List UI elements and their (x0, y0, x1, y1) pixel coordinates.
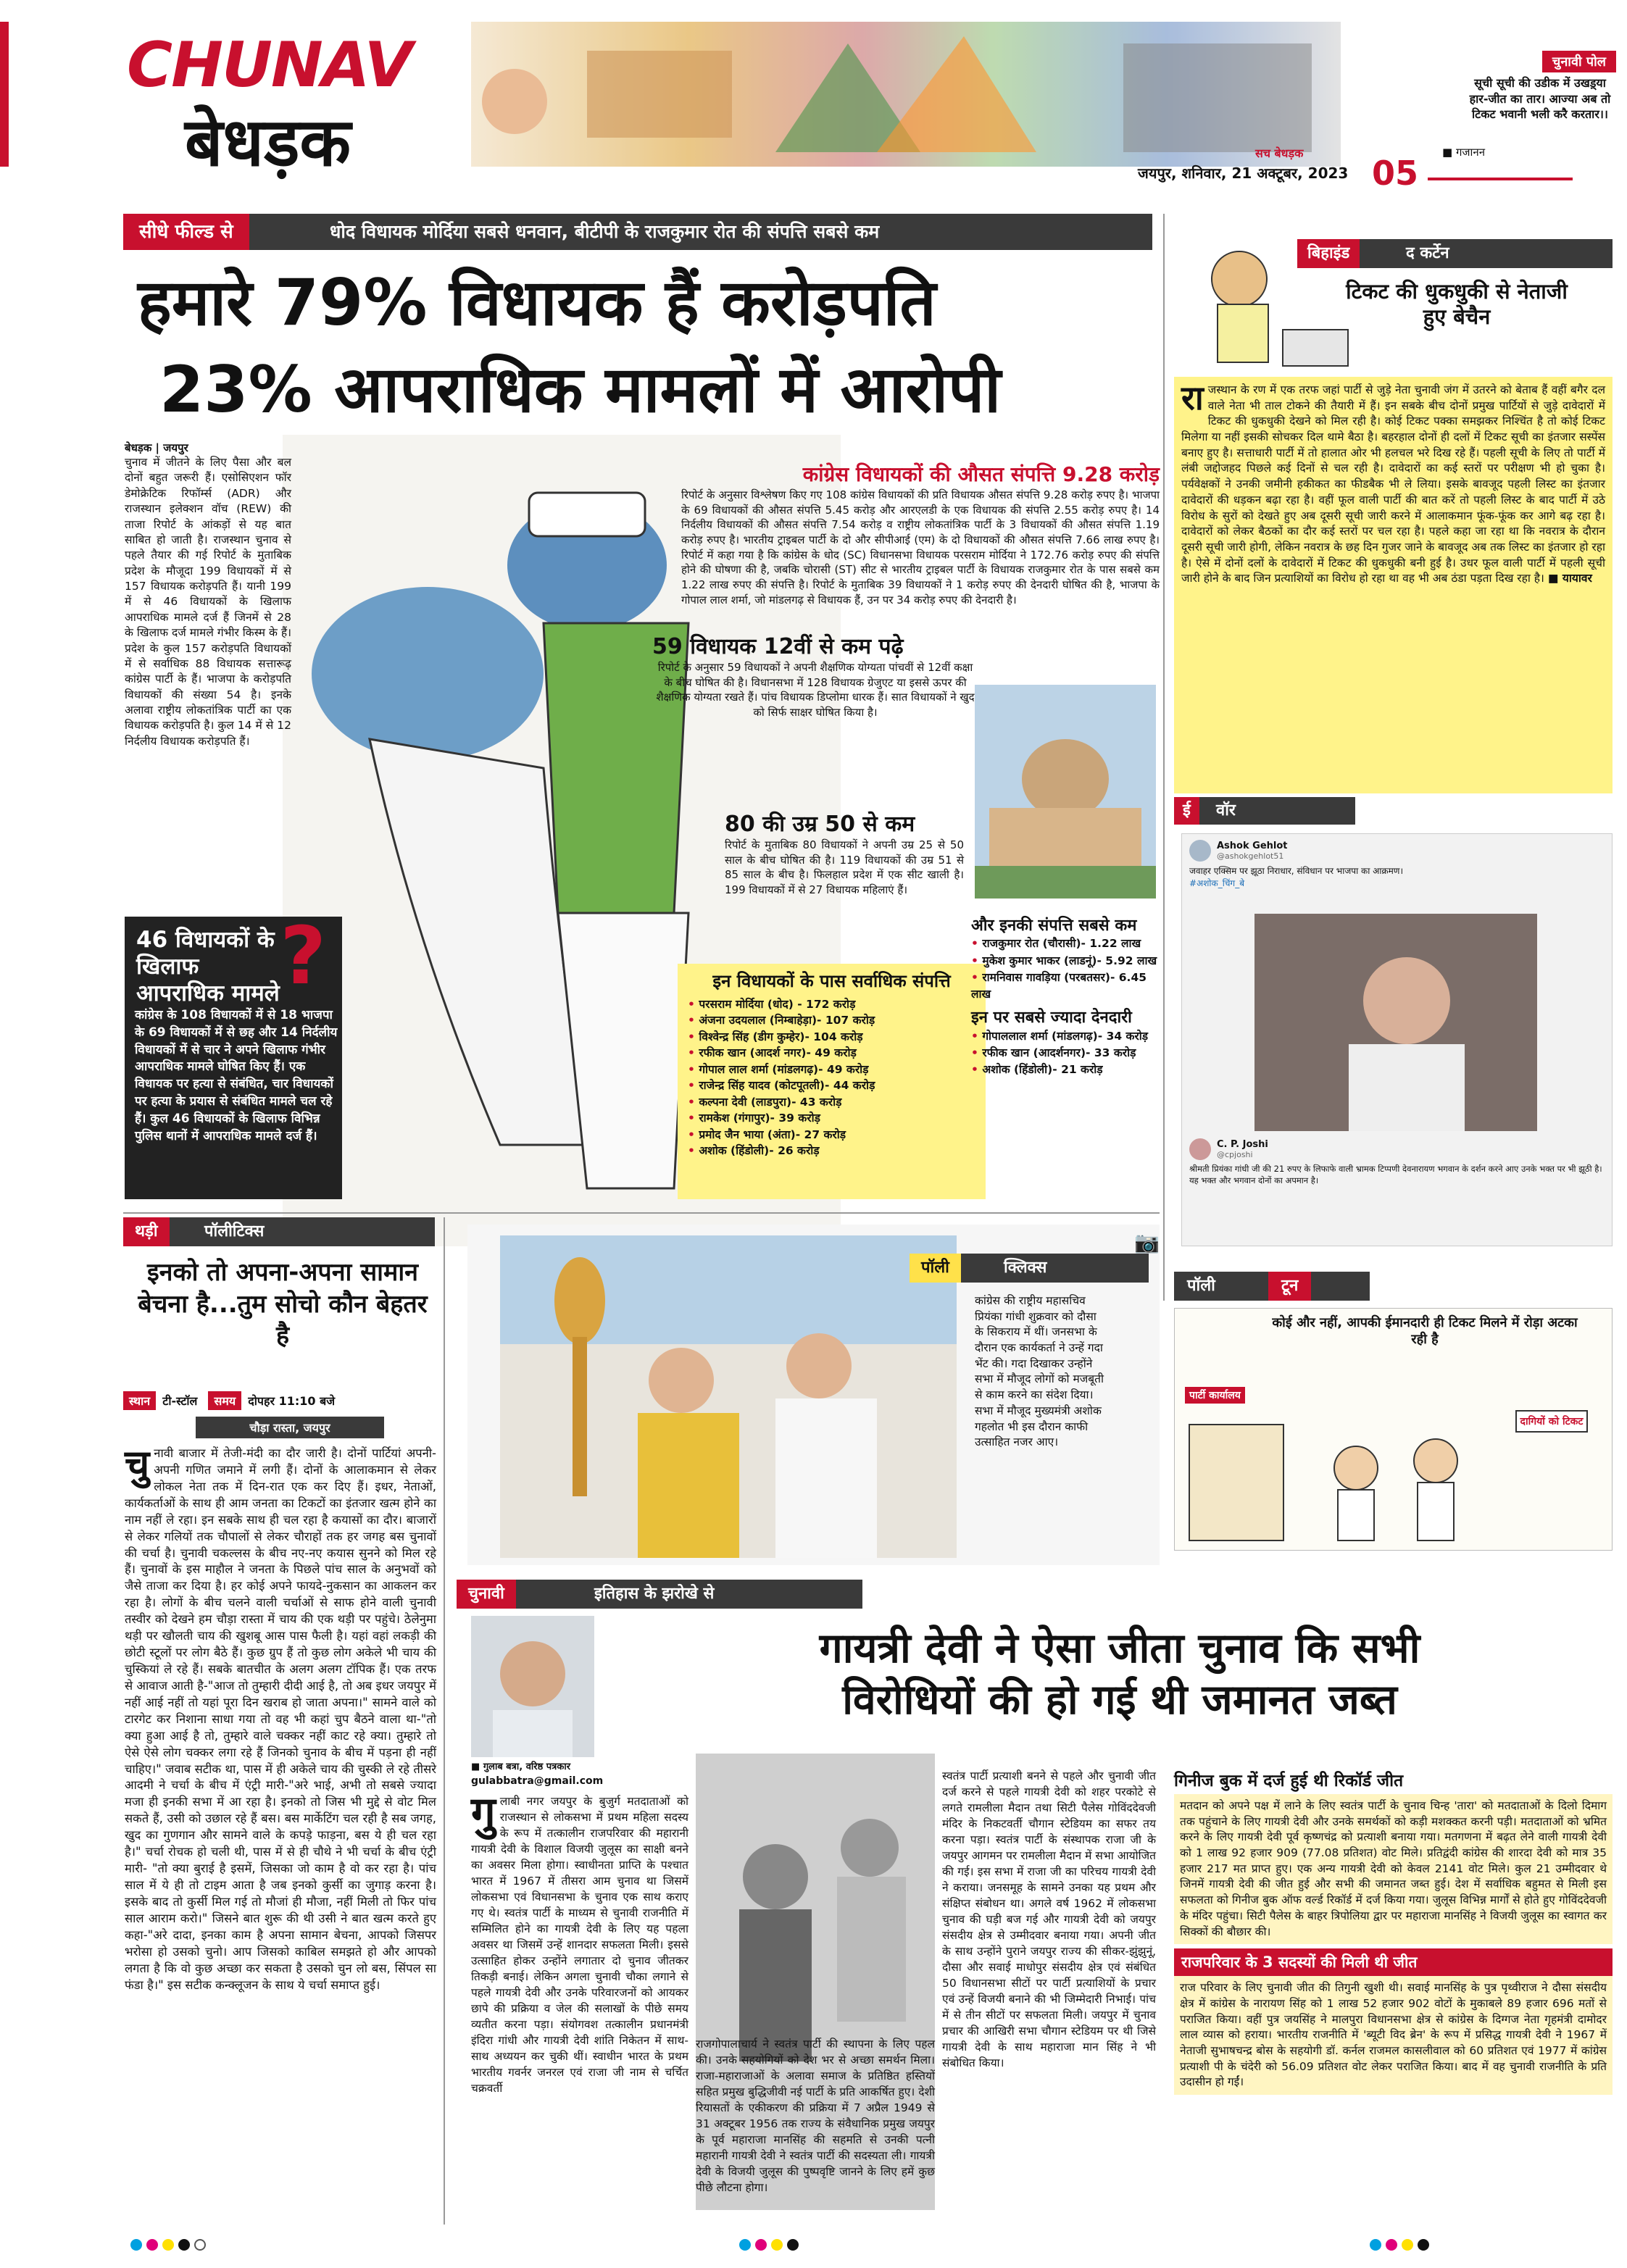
assembly-photo (975, 685, 1156, 899)
yellow-dot-icon (1402, 2239, 1413, 2251)
list-item: • राजेन्द्र सिंह यादव (कोटपूतली)- 44 करोड़ (688, 1077, 975, 1093)
speaker-photo (1254, 914, 1537, 1131)
history-col1: लाबी नगर जयपुर के बुजुर्ग मतदाताओं को राजस्थान से लोकसभा में प्रथम महिला सदस्य के रूप में तत्कालीन राजपरिवार की महारानी गायत्री देवी के विशाल विजयी जुलूस का साक्षी बनने का अवसर मिला होगा। स्वाधीनता प्राप्ति के पश्चात भारत में 1967 में तीसरा आम चुनाव था जिसमें लोकसभा एवं विधानसभा के चुनाव एक साथ कराए गए थे। स्वतंत्र पार्टी के माध्यम से चुनावी राजनीति में सम्मिलित होने का गायत्री देवी के लिए यह पहला अवसर था जिसमें उन्हें शानदार सफलता मिली। इससे उत्साहित होकर उन्होंने लगातार दो चुनाव जीतकर तिकड़ी बनाई। लेकिन अगला चुनावी चौका लगाने से पहले गायत्री देवी और उनके परिवारजनों को आयकर छापे की प्रक्रिया व जेल की सलाखों के पीछे समय व्यतीत करना पड़ा। संयोगवश तत्कालीन प्रधानमंत्री इंदिरा गांधी और गायत्री देवी शांति निकेतन में साथ-साथ अध्ययन कर चुकी थीं। स्वाधीन भारत के प्रथम भारतीय गवर्नर जनरल एवं राजा जी नाम से चर्चित चक्रवर्ती (471, 1795, 688, 2095)
ewar-tweets (1181, 833, 1613, 1246)
age-block (725, 808, 964, 898)
list-item: • कल्पना देवी (लाडपुरा)- 43 करोड़ (688, 1094, 975, 1110)
thadi-body: नावी बाजार में तेजी-मंदी का दौर जारी है। दोनों पार्टियां अपनी-अपनी गणित जमाने में लगी हैं। दोनों के आलाकमान से लेकर लोकल नेता तक में दिन-रात एक कर दिए हैं। इधर, नेताओं, कार्यकर्ताओं के साथ ही आम जनता का टिकटों का इंतजार खत्म होने का नाम नहीं ले रहा। इन सबके साथ ही चल रहा है कयासों का दौर। बाजारों से लेकर गलियों तक चौपालों से लेकर चौराहों तक हर जगह बस चुनावों की चर्चा है। चुनावी चकल्लस के बीच नए-नए कयास सुनने को मिल रहे हैं। चुनावों के इस माहौल ने जनता के पिछले पांच साल के अनुभवों को जैसे ताजा कर दिया है। हर कोई अपने फायदे-नुकसान का आकलन कर रहा है। लोगों के बीच चलने वाली चर्चाओं से साफ होने वाली चुनावी तस्वीर को देखने हम चौड़ा रास्ता में चाय की एक थड़ी पर पहुंचे। ठेलेनुमा थड़ी पर खौलती चाय की खुशबू आस पास फैली है। यहां वहां लकड़ी की छोटी स्टूलों पर लोग बैठे हैं। कुछ ग्रुप हैं तो कुछ लोग अकेले भी चाय की चुस्कियां ले रहे हैं। सबके बातचीत के अलग अलग टॉपिक हैं। एक तरफ से आवाज आती है-"आज तो तुम्हारी दीदी आई है, तो अब इधर जयपुर में नहीं आई नहीं तो यहां पूरा दिन खराब हो जाता अपना।" सामने वाले को टारगेट कर निशाना साधा गया तो वह भी कहां चुप बैठने वाला था-"तो क्या हुआ आई है तो, तुम्हारे वाले चक्कर नहीं काट रहे क्या। तुम्हारे तो ऐसे ऐसे लोग चक्कर लगा रहे हैं जिनको चुनाव के बीच में पड़ना ही नहीं चाहिए।" जवाब सटीक था, पास में ही अकेले चाय की चुस्की ले रहे तीसरे आदमी ने चर्चा के बीच में एंट्री मारी-"अरे भाई, अभी तो सबसे ज्यादा मजा ही इनकी सभा में आ रहा है। इनको तो जिस भी मुद्दे से वोट मिल सकते हैं, उसी को उछाल रहे हैं बस। बस मार्केटिंग चल रही है सब जगह, खुद का गुणगान और सामने वाले के कपड़े फाड़ना, बस ये ही चल रहा है।" चर्चा रोचक हो चली थी, पास में से ही चौथे ने भी चर्चा के बीच एंट्री मारी- "तो क्या बुराई है इसमें, जिसका जो काम है वो कर रहा है। पांच साल में ये ही तो टाइम आता है जब इनको कुर्सी का जुगाड़ करना है। इसके बाद तो कुर्सी मिल गई तो मौजां ही मौजा, नहीं मिली तो फिर पांच साल आराम करो।" जिसने बात शुरू की थी उसी ने बात खत्म करते हुए कहा-"अरे दादा, इनका काम है अपना सामान बेचना, आपको जिसपर भरोसा हो उसको चुनो। आप जिसको काबिल समझते हो और आपको लगता है कि वो कुछ अच्छा कर सकता है उसको चुन लो बस, सिंपल सा फंडा है।" इस सटीक कन्क्लूजन के साथ ये चर्चा समाप्त हुई। (125, 1446, 436, 1992)
lead-body: चुनाव में जीतने के लिए पैसा और बल दोनों बहुत जरूरी हैं। एसोसिएशन फॉर डेमोक्रेटिक रिफॉर्म्स (ADR) और राजस्थान इलेक्शन वॉच (REW) की ताजा रिपोर्ट के आंकड़ों से यह बात साबित हो जाती है। राजस्थान चुनाव से पहले तैयार की गई रिपोर्ट के मुताबिक प्रदेश के मौजूदा 199 विधायकों में से 157 विधायक करोड़पति हैं। यानी 199 में से 46 विधायकों के खिलाफ आपराधिक मामले दर्ज हैं जिनमें से 28 के खिलाफ दर्ज मामले गंभीर किस्म के हैं। प्रदेश के कुल 157 करोड़पति विधायकों में से सर्वाधिक 88 विधायक सत्तारूढ़ कांग्रेस पार्टी के हैं। भाजपा के करोड़पति विधायकों की संख्या 54 है। इनके अलावा राष्ट्रीय लोकतांत्रिक पार्टी का एक विधायक करोड़पति है। कुल 14 में से 12 निर्दलीय विधायक करोड़पति हैं। (125, 456, 291, 748)
clicks-header (910, 1254, 1149, 1283)
thadi-time-value: दोपहर 11:10 बजे (248, 1394, 336, 1408)
camera-icon: 📷 (1134, 1230, 1160, 1254)
magenta-dot-icon (755, 2239, 767, 2251)
toon-sign-placard: दागियों को टिकट (1515, 1410, 1588, 1433)
author-name: ■ गुलाब बत्रा, वरिष्ठ पत्रकार (471, 1762, 571, 1772)
behind-byline: ■ यायावर (1547, 572, 1592, 585)
behind-body: जस्थान के रण में एक तरफ जहां पार्टी से जुड़े नेता चुनावी जंग में उतरने को बेताब हैं वहीं बगैर दल वाले नेता भी ताल टोकने की तैयारी में हैं। इन सबके बीच दोनों प्रमुख पार्टियों से जुड़े दावेदारों में टिकट की धुकधुकी देखने को मिल रही है। कोई टिकट पक्का समझकर निश्चिंत है तो कोई टिकट मिलेगा या नहीं इसकी सोचकर दिल थामे बैठा है। बहरहाल दोनों ही दलों में टिकट सूची का इंतजार सस्पेंस बनाए हुए है। सत्ताधारी पार्टी में तो हालात ओर भी हलचल भरे दिख रहे हैं। पहली सूची के लिए तो पार्टी में लंबी जद्दोजहद पिछले कई दिनों से चल रही है। दावेदारों का कई स्तरों पर परीक्षण भी हो चुका है। पर्यवेक्षकों ने उनकी जमीनी हकीकत का फीडबैक भी ले लिया। इसके बावजूद पहली लिस्ट का इंतजार दावेदारों की धड़कन बढ़ा रहा है। वहीं फूल वाली पार्टी की बात करें तो पहली लिस्ट के बाद पार्टी में उठे विरोध के सुरों को देखते हुए अब दूसरी सूची जारी करने में आलाकमान फूंक-फूंक कर आगे बढ़ रहा है। दावेदारों को लेकर बैठकों का दौर कई स्तरों पर चल रहा है। पहले कहा जा रहा था कि नवरात्र के दौरान दूसरी सूची जारी होगी, लेकिन नवरात्र के छह दिन गुजर जाने के बावजूद अब तक लिस्ट का इंतजार हो रहा है। ऐसे में दोनों दलों के दावेदारों में टिकट की धुकधुकी बनी हुई है। उधर फूल वाली पार्टी में पहली सूची जारी होने के बाद जिन प्रत्याशियों का विरोध हो रहा था वह भी अब ठंडा पड़ता दिख रहा है। (1181, 383, 1605, 585)
history-col2: राजगोपालाचार्य ने स्वतंत्र पार्टी की स्थापना के लिए पहल की। उनके सहयोगियों को देश भर से अच्छा समर्थन मिला। राजा-महाराजाओं के अलावा समाज के प्रतिष्ठित हस्तियों सहित प्रमुख बुद्धिजीवी नई पार्टी के प्रति आकर्षित हुए। देशी रियासतों के एकीकरण की प्रक्रिया में 7 अप्रैल 1949 से 31 अक्टूबर 1956 तक राज्य के संवैधानिक प्रमुख जयपुर के पूर्व महाराजा मानसिंह की सहमति से उनकी पत्नी महारानी गायत्री देवी ने स्वतंत्र पार्टी की सदस्यता ली। गायत्री देवी के विजयी जुलूस की पुष्पवृष्टि जानने के लिए हमें कुछ पीछे लौटना होगा। (696, 2038, 935, 2194)
ballot-illustration (471, 22, 1341, 167)
thadi-headline: इनको तो अपना-अपना सामान बेचना है...तुम सोचो कौन बेहतर है (138, 1258, 428, 1351)
thadi-kicker2: पॉलीटिक्स (204, 1222, 265, 1241)
ewar-kicker2: वॉर (1216, 801, 1236, 820)
masthead (0, 0, 1627, 199)
lead-strap: धोद विधायक मोर्दिया सबसे धनवान, बीटीपी के राजकुमार रोत की संपत्ति सबसे कम (330, 221, 880, 242)
box1-body-wrap (1174, 1794, 1613, 1944)
list-item: • विश्वेन्द्र सिंह (डीग कुम्हेर)- 104 करोड़ (688, 1029, 975, 1045)
list-item: • रामनिवास गावड़िया (परबतसर)- 6.45 लाख (971, 970, 1160, 1004)
ewar-kicker: ई (1174, 797, 1199, 825)
poll-text: सूची सूची की उडीक में उखड़्या हार-जीत का तार। आज्या अब तो टिकट भवानी भली करै करतार।। (1469, 76, 1611, 122)
ewar-header (1174, 797, 1355, 825)
poor-list (971, 935, 1160, 1003)
debt-list (971, 1028, 1160, 1079)
page-number: 05 (1372, 154, 1419, 193)
box1-title: गिनीज बुक में दर्ज हुई थी रिकॉर्ड जीत (1174, 1772, 1404, 1790)
avg-property-block (652, 460, 1160, 608)
thadi-body-text (125, 1441, 436, 1993)
toon-sign-office: पार्टी कार्यालय (1185, 1387, 1245, 1404)
list-item: • अंजना उदयलाल (निम्बाहेड़ा)- 107 करोड़ (688, 1012, 975, 1028)
toon-caption: कोई और नहीं, आपकी ईमानदारी ही टिकट मिलने में रोड़ा अटका रही है (1272, 1315, 1578, 1348)
lead-byline: बेधड़क | जयपुर (125, 441, 188, 454)
history-headline-2: विरोधियों की हो गई थी जमानत जब्त (842, 1676, 1397, 1725)
magenta-dot-icon (146, 2239, 158, 2251)
lead-headline-2: 23% आपराधिक मामलों में आरोपी (159, 352, 1001, 427)
edu-title: 59 विधायक 12वीं से कम पढ़े (652, 634, 904, 659)
logo-bedhadak: बेधड़क (185, 104, 351, 181)
poll-badge: चुनावी पोल (1542, 51, 1616, 72)
history-col1-text (471, 1788, 688, 2096)
list-item: • रफीक खान (आदर्श नगर)- 49 करोड़ (688, 1045, 975, 1061)
list-item: • रामकेश (गंगापुर)- 39 करोड़ (688, 1110, 975, 1126)
tweet-1-text: जवाहर एक्सिम पर झूठा निराधार, संविधान पर भाजपा का आक्रमण। (1189, 866, 1404, 876)
yellow-dot-icon (162, 2239, 174, 2251)
clicks-kicker: पॉली (910, 1254, 961, 1283)
black-dot-icon (178, 2239, 190, 2251)
history-col-1 (471, 1788, 688, 2096)
cyan-dot-icon (130, 2239, 142, 2251)
masthead-collage (471, 22, 1341, 167)
education-block (652, 630, 978, 720)
history-kicker2: इतिहास के झरोखे से (594, 1585, 715, 1603)
list-item: • रफीक खान (आदर्शनगर)- 33 करोड़ (971, 1045, 1160, 1062)
toon-kicker: पॉली (1174, 1272, 1228, 1301)
left-accent (0, 22, 9, 167)
avg-title: कांग्रेस विधायकों की औसत संपत्ति 9.28 करोड़ (802, 462, 1160, 486)
question-mark-icon: ? (280, 909, 326, 1002)
behind-kicker: बिहाइंड (1297, 239, 1360, 268)
poor-debt-block (971, 917, 1160, 1079)
history-col3: स्वतंत्र पार्टी प्रत्याशी बनने से पहले और चुनावी जीत दर्ज करने से पहले गायत्री देवी को शहर परकोटे से लगते रामलीला मैदान तथा सिटी पैलेस गोविंददेवजी मंदिर के निकटवर्ती चौगान स्टेडियम का सफर तय करना पड़ा। स्वतंत्र पार्टी के संस्थापक राजा जी के जयपुर आगमन पर रामलीला मैदान में सभा आयोजित की गई। इस सभा में राजा जी का परिचय गायत्री देवी ने कराया। जनसमूह के सामने उनका यह प्रथम और संक्षिप्त संबोधन था। अगले वर्ष 1962 में लोकसभा चुनाव की घड़ी बज गई और गायत्री देवी को जयपुर संसदीय क्षेत्र से उम्मीदवार बनाया गया। अपनी जीत के साथ उन्होंने पुराने जयपुर राज्य की सीकर-झुंझुनूं, दौसा और सवाई माधोपुर संसदीय क्षेत्र एवं संबंधित 50 विधानसभा सीटों पर पार्टी प्रत्याशियों के प्रचार एवं उन्हें विजयी बनाने की भी जिम्मेदारी निभाई। पांच में से तीन सीटों पर सफलता मिली। जयपुर में चुनाव प्रचार की आखिरी सभा चौगान स्टेडियम पर थी जिसे गायत्री देवी के साथ महाराजा मान सिंह ने भी संबोधित किया। (942, 1769, 1156, 2069)
avatar (1189, 840, 1211, 862)
crime-title: 46 विधायकों के खिलाफ आपराधिक मामले (136, 927, 280, 1007)
box2-title: राजपरिवार के 3 सदस्यों की मिली थी जीत (1174, 1948, 1613, 1976)
cyan-dot-icon (739, 2239, 751, 2251)
list-item: • गोपाललाल शर्मा (मांडलगढ़)- 34 करोड़ (971, 1028, 1160, 1045)
lead-headline-1: हमारे 79% विधायक हैं करोड़पति (138, 265, 936, 340)
history-sidebar (1174, 1768, 1613, 2095)
vidhan-sabha-image (975, 685, 1156, 899)
registration-marks-center (739, 2239, 803, 2254)
list-item: • राजकुमार रोत (चौरासी)- 1.22 लाख (971, 935, 1160, 952)
brand-line: सच बेधड़क (1255, 146, 1304, 160)
yellow-dot-icon (771, 2239, 783, 2251)
registration-marks-left (130, 2239, 210, 2254)
behind-dropcap: रा (1181, 378, 1204, 417)
tweet-1 (1182, 834, 1612, 895)
history-col-2 (696, 1783, 935, 2196)
lead-kicker: सीधे फील्ड से (123, 214, 249, 250)
poll-credit: ■ गजानन (1442, 146, 1486, 159)
rich-list (688, 996, 975, 1159)
history-headline (631, 1623, 1609, 1727)
pen-rule (1428, 178, 1573, 180)
thadi-place-value: टी-स्टॉल (162, 1394, 198, 1408)
behind-headline: टिकट की धुकधुकी से नेताजी हुए बेचैन (1346, 279, 1568, 330)
author-portrait (471, 1616, 594, 1757)
tweet-1-hashtag: #अशोक_चिंग_बे (1189, 878, 1245, 888)
age-body: रिपोर्ट के मुताबिक 80 विधायकों ने अपनी उम्र 25 से 50 साल के बीच घोषित की है। 119 विधायकों की उम्र 51 से 85 साल के बीच है। फिलहाल प्रदेश में एक सीट खाली है। 199 विधायकों में से 27 विधायक महिलाएं हैं। (725, 838, 964, 897)
thadi-location: चौड़ा रास्ता, जयपुर (196, 1417, 384, 1438)
poll-box (1348, 51, 1616, 145)
clicks-photo (500, 1235, 957, 1558)
thadi-dropcap: चु (125, 1441, 150, 1487)
list-item: • परसराम मोर्दिया (धोद) - 172 करोड़ (688, 996, 975, 1012)
logo-chunav: CHUNAV (127, 29, 412, 101)
cyan-dot-icon (1370, 2239, 1381, 2251)
history-col-3 (942, 1768, 1156, 2071)
clicks-caption: कांग्रेस की राष्ट्रीय महासचिव प्रियंका गांधी शुक्रवार को दौसा के सिकराय में थीं। जनसभा के दौरान एक कार्यकर्ता ने उन्हें गदा भेंट की। गदा दिखाकर उन्होंने सभा में मौजूद लोगों को मजबूती से काम करने का संदेश दिया। सभा में मौजूद मुख्यमंत्री अशोक गहलोत भी इस दौरान काफी उत्साहित नजर आए। (975, 1294, 1104, 1449)
box1-body: मतदान को अपने पक्ष में लाने के लिए स्वतंत्र पार्टी के चुनाव चिन्ह 'तारा' को मतदाताओं के दिलो दिमाग तक पहुंचाने के लिए गायत्री देवी और उनके समर्थकों को कड़ी मशक्कत करनी पड़ी। मतदाताओं को भ्रमित करने के लिए गायत्री देवी पूर्व कृष्णचंद्र को प्रत्याशी बनाया गया। मतगणना में बढ़त लेने वाली गायत्री देवी को 1 लाख 92 हजार 909 (77.08 प्रतिशत) वोट मिले। प्रतिद्वंदी कांग्रेस की शारदा देवी को मात्र 35 हजार 217 मत प्राप्त हुए। एक अन्य गायत्री देवी को केवल 2141 वोट मिले। कुल 21 उम्मीदवार थे जिनमें गायत्री देवी की जीत हुई और सभी की जमानत जब्त हुई। देश में सर्वाधिक बहुमत से मिली इस सफलता को गिनीज बुक ऑफ वर्ल्ड रिकॉर्ड में दर्ज किया गया। जुलूस विभिन्न मार्गों से होते हुए गोविंददेवजी के मंदिर पहुंचा। सिटी पैलेस के बाहर त्रिपोलिया द्वार पर महाराजा मानसिंह ने विजयी जुलूस का स्वागत कर सिक्कों की बौछार की। (1180, 1799, 1607, 1938)
clicks-panel (467, 1225, 1160, 1565)
list-item: • मुकेश कुमार भाकर (लाडनूं)- 5.92 लाख (971, 953, 1160, 970)
black-dot-icon (1418, 2239, 1429, 2251)
black-dot-icon (787, 2239, 799, 2251)
author-email: gulabbatra@gmail.com (471, 1775, 604, 1787)
lead-body-col (125, 441, 291, 749)
list-item: • अशोक (हिंडोली)- 21 करोड़ (971, 1062, 1160, 1078)
tweet-2-text: श्रीमती प्रियंका गांधी जी की 21 रुपए के लिफाफे वाली भ्रामक टिप्पणी देवनारायण भगवान के दर्शन करने आए उनके भक्त पर भी झूठी है। यह भक्त और भगवान दोनों का अपमान है। (1189, 1164, 1602, 1186)
toon-panel (1174, 1308, 1613, 1551)
box2-body: राज परिवार के लिए चुनावी जीत की तिगुनी खुशी थी। सवाई मानसिंह के पुत्र पृथ्वीराज ने दौसा संसदीय क्षेत्र में कांग्रेस के नारायण सिंह को 1 लाख 52 हजार 902 वोटों के मुकाबले 89 हजार 696 मतों से पराजित किया। वहीं पुत्र जयसिंह ने मालपुरा विधानसभा क्षेत्र से कांग्रेस के दिग्गज नेता गृहमंत्री दामोदर लाल व्यास को हराया। भारतीय राजनीति में 'ब्यूटी विद ब्रेन' के रूप में प्रसिद्ध गायत्री देवी ने 1967 में नेताजी सुभाषचन्द्र बोस के सहयोगी डॉ. कर्नल राजमल कासलीवाल को 60 प्रतिशत एवं 1977 में कांग्रेस प्रत्याशी पी के चंदेरी को 56.09 प्रतिशत वोट लेकर पराजित किया। बाद में वह चुनावी राजनीति के प्रति उदासीन हो गईं। (1180, 1981, 1607, 2089)
tweet-1-name: Ashok Gehlot (1217, 841, 1288, 851)
tweet-2-handle: @cpjoshi (1217, 1150, 1253, 1159)
crime-body: कांग्रेस के 108 विधायकों में से 18 भाजपा के 69 विधायकों में से छह और 14 निर्दलीय विधायकों में से चार ने अपने खिलाफ गंभीर आपराधिक मामले घोषित किए हैं। एक विधायक पर हत्या से संबंधित, चार विधायकों पर हत्या के प्रयास से संबंधित मामले चल रहे हैं। कुल 46 विधायकों के खिलाफ विभिन्न पुलिस थानों में आपराधिक मामले दर्ज हैं। (135, 1008, 338, 1143)
edu-body: रिपोर्ट के अनुसार 59 विधायकों ने अपनी शैक्षणिक योग्यता पांचवीं से 12वीं कक्षा के बीच घोषित की है। विधानसभा में 128 विधायक ग्रेजुएट या इससे ऊपर की शैक्षणिक योग्यता रखते हैं। पांच विधायक डिप्लोमा धारक हैं। सात विधायकों ने खुद को सिर्फ साक्षर घोषित किया है। (656, 661, 975, 720)
column-divider (444, 1217, 445, 2225)
toon-kicker2: टून (1268, 1272, 1311, 1301)
behind-kicker2: द कर्टेन (1406, 244, 1449, 262)
thadi-body-col (125, 1441, 436, 1993)
lead-strap-bar (123, 214, 1152, 250)
rally-photo (500, 1235, 957, 1558)
toon-header (1174, 1272, 1370, 1301)
history-headline-1: गायत्री देवी ने ऐसा जीता चुनाव कि सभी (819, 1625, 1420, 1672)
list-item: • अशोक (हिंडोली)- 26 करोड़ (688, 1143, 975, 1159)
section-rule (123, 1212, 1160, 1214)
rich-list-box (678, 964, 986, 1199)
age-title: 80 की उम्र 50 से कम (725, 812, 915, 837)
ring-dot-icon (194, 2239, 206, 2251)
debt-title: इन पर सबसे ज्यादा देनदारी (971, 1009, 1132, 1027)
list-item: • प्रमोद जैन भाया (अंता)- 27 करोड़ (688, 1127, 975, 1143)
author-photo (471, 1616, 594, 1757)
list-item: • गोपाल लाल शर्मा (मांडलगढ़)- 49 करोड़ (688, 1062, 975, 1077)
thadi-place-label: स्थान (123, 1391, 156, 1410)
poor-title: और इनकी संपत्ति सबसे कम (971, 917, 1137, 935)
tweet-video-still (1254, 914, 1537, 1131)
clicks-kicker2: क्लिक्स (1004, 1259, 1047, 1277)
sidebar-divider (1163, 214, 1165, 1301)
tweet-1-handle: @ashokgehlot51 (1217, 851, 1284, 861)
behind-body-box (1174, 377, 1613, 793)
rich-title: इन विधायकों के पास सर्वाधिक संपत्ति (712, 971, 951, 991)
registration-marks-right (1370, 2239, 1433, 2254)
behind-header (1297, 239, 1613, 268)
thadi-meta (123, 1391, 438, 1413)
behind-body-text (1181, 378, 1605, 587)
thadi-kicker: थड़ी (123, 1217, 170, 1246)
magenta-dot-icon (1386, 2239, 1397, 2251)
avatar (1189, 1138, 1211, 1160)
tweet-2-name: C. P. Joshi (1217, 1139, 1268, 1150)
avg-body: रिपोर्ट के अनुसार विश्लेषण किए गए 108 कांग्रेस विधायकों की प्रति विधायक औसत संपत्ति 9.28 करोड़ रुपए है। भाजपा के 69 विधायकों की औसत संपत्ति 5.45 करोड़ और आरएलडी के एक विधायक की संपत्ति 2.55 करोड़ रुपए है। 14 निर्दलीय विधायकों की औसत संपत्ति 7.54 करोड़ व राष्ट्रीय लोकतांत्रिक पार्टी के 3 विधायकों की औसत संपत्ति 1.19 करोड़ रुपए है। भारतीय ट्राइबल पार्टी के दो और सीपीआई (एम) के दो विधायकों की औसत संपत्ति 7.66 लाख रुपए है। रिपोर्ट में कहा गया है कि कांग्रेस के धोद (SC) विधानसभा विधायक परसराम मोर्दिया ने 172.76 करोड़ रुपए की संपत्ति होने की घोषणा की है, जबकि चोरासी (ST) सीट से भारतीय ट्राइबल पार्टी के विधायक राजकुमार रोत के पास सबसे कम 1.22 लाख रुपए की संपत्ति है। रिपोर्ट के मुताबिक 39 विधायकों ने 1 करोड़ रुपए की देनदारी घोषित की है, भाजपा के गोपाल लाल शर्मा, जो मांडलगढ़ से विधायक हैं, उन पर 34 करोड़ रुपए की देनदारी है। (681, 488, 1160, 606)
box2-body-wrap (1174, 1976, 1613, 2095)
history-dropcap: गु (471, 1788, 496, 1838)
toon-drawing (1175, 1410, 1610, 1548)
thadi-time-label: समय (208, 1391, 241, 1410)
history-kicker: चुनावी (457, 1580, 516, 1609)
history-header (457, 1580, 862, 1609)
tweet-2 (1189, 1138, 1606, 1186)
thadi-header (123, 1217, 435, 1246)
dateline: जयपुर, शनिवार, 21 अक्टूबर, 2023 (1138, 164, 1349, 182)
